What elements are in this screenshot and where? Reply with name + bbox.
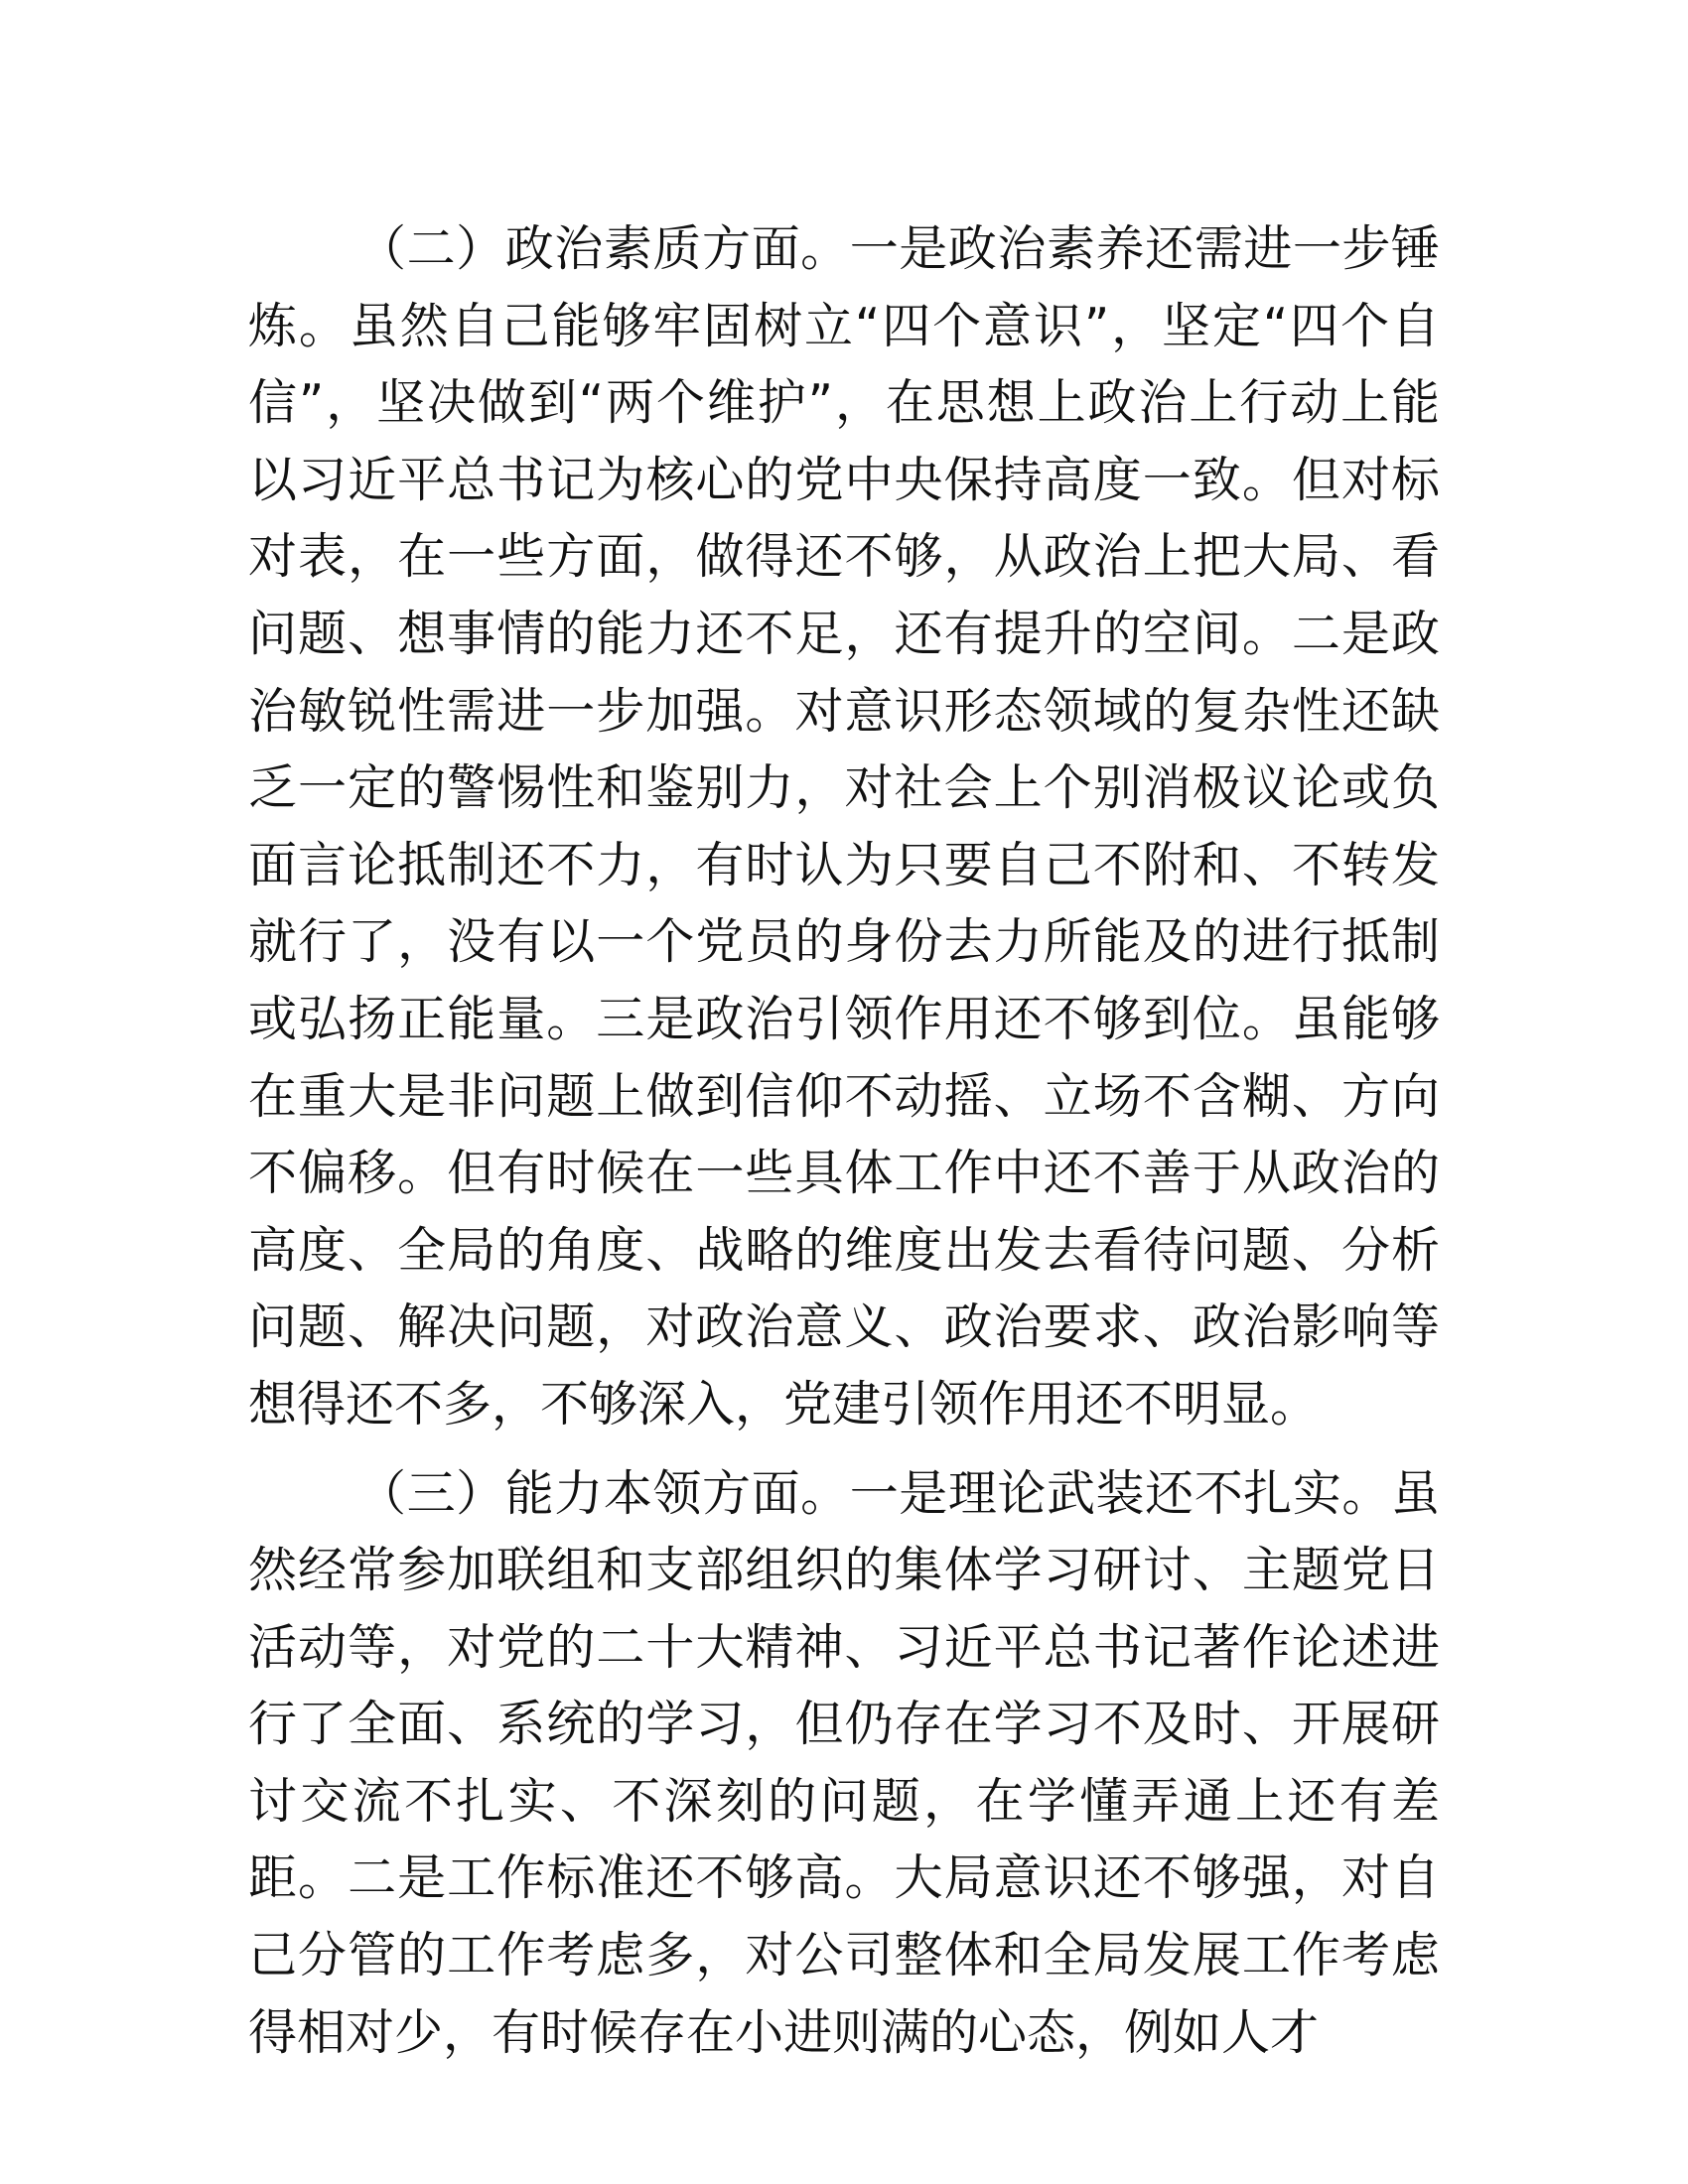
paragraph-political-quality: （二）政治素质方面。一是政治素养还需进一步锤炼。虽然自己能够牢固树立“四个意识”，坚定“四个自信”，坚决做到“两个维护”，在思想上政治上行动上能以习近平总书记为核心的党中央保持高度一致。但对标对表，在一些方面，做得还不够，从政治上把大局、看问题、想事情的能力还不足，还有提升的空间。二是政治敏锐性需进一步加强。对意识形态领域的复杂性还缺乏一定的警惕性和鉴别力，对社会上个别消极议论或负面言论抵制还不力，有时认为只要自己不附和、不转发就行了，没有以一个党员的身份去力所能及的进行抵制或弘扬正能量。三是政治引领作用还不够到位。虽能够在重大是非问题上做到信仰不动摇、立场不含糊、方向不偏移。但有时候在一些具体工作中还不善于从政治的高度、全局的角度、战略的维度出发去看待问题、分析问题、解决问题，对政治意义、政治要求、政治影响等想得还不多，不够深入，党建引领作用还不明显。 <box>248 220 1440 1433</box>
paragraph-capability: （三）能力本领方面。一是理论武装还不扎实。虽然经常参加联组和支部组织的集体学习研讨、主题党日活动等，对党的二十大精神、习近平总书记著作论述进行了全面、系统的学习，但仍存在学习不及时、开展研讨交流不扎实、不深刻的问题，在学懂弄通上还有差距。二是工作标准还不够高。大局意识还不够强，对自己分管的工作考虑多，对公司整体和全局发展工作考虑得相对少，有时候存在小进则满的心态，例如人才 <box>248 1464 1440 2061</box>
document-body <box>248 210 1440 2083</box>
